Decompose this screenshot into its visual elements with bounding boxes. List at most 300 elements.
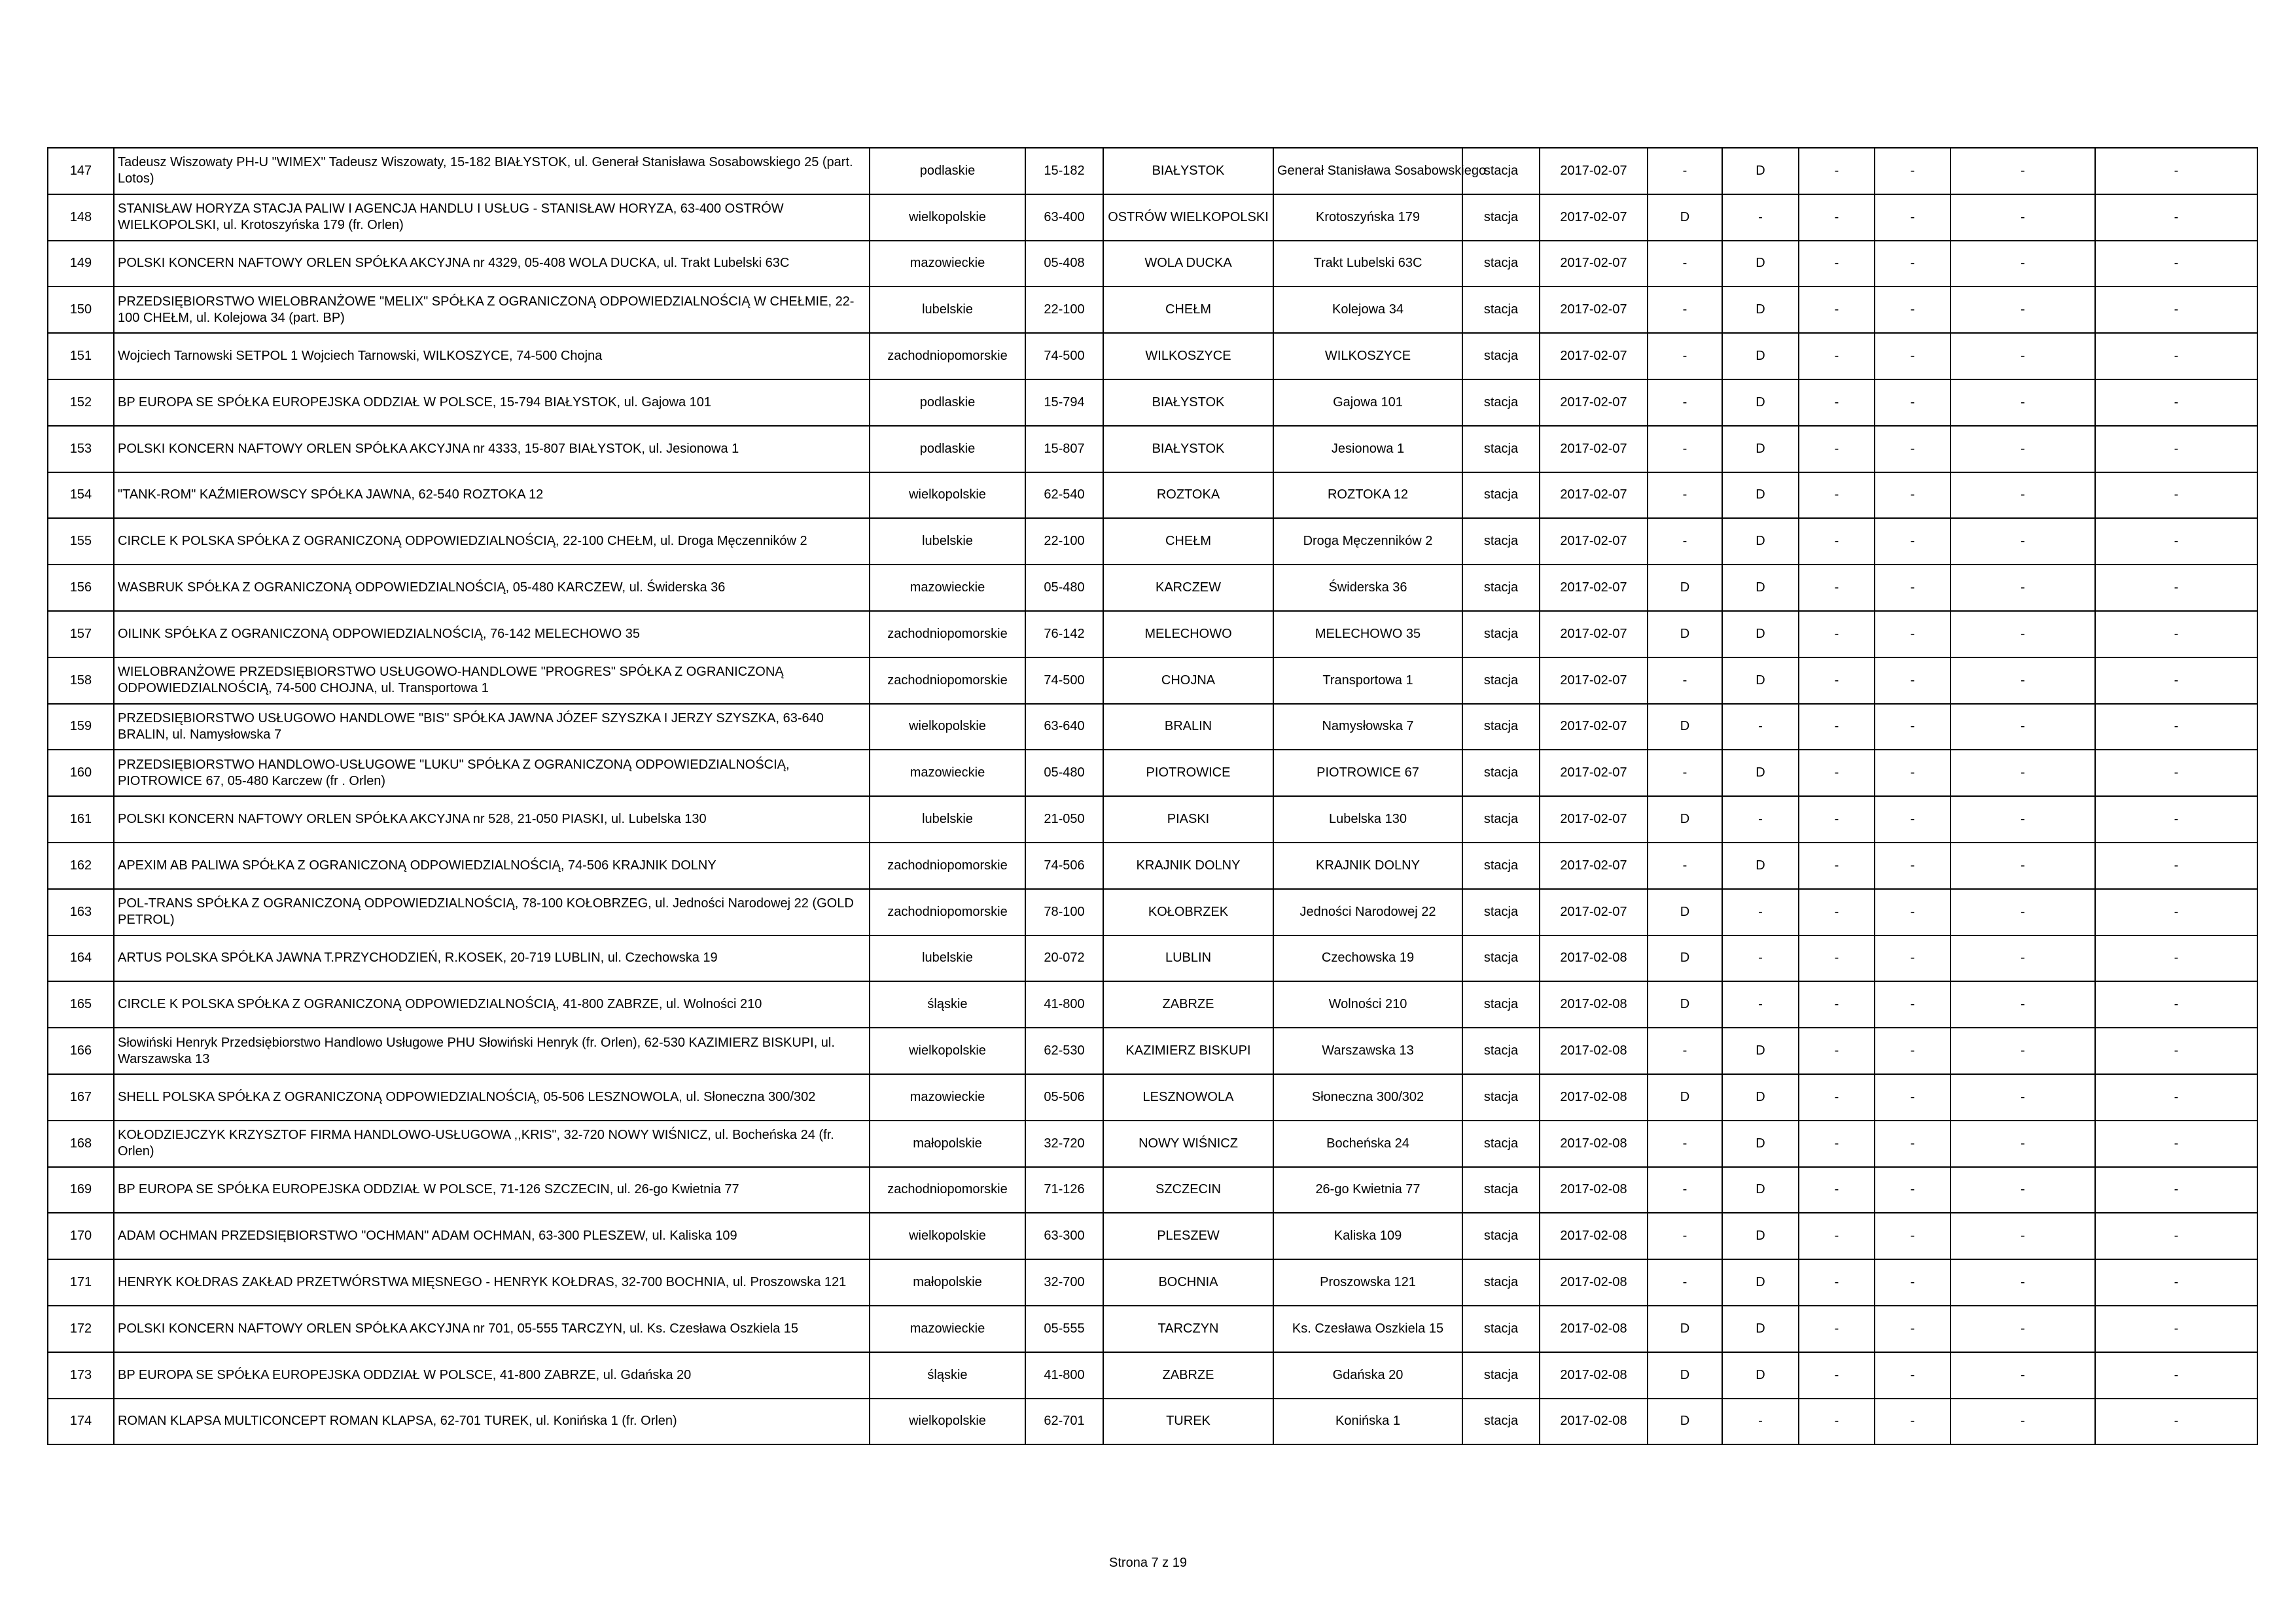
table-row xyxy=(48,518,2257,565)
result-col-4: - xyxy=(1875,1028,1951,1074)
postal-code: 05-480 xyxy=(1025,750,1103,796)
result-col-4: - xyxy=(1875,148,1951,194)
entity-name: PRZEDSIĘBIORSTWO HANDLOWO-USŁUGOWE "LUKU" SPÓŁKA Z OGRANICZONĄ ODPOWIEDZIALNOŚCIĄ, PIOTROWICE 67, 05-480 Karczew (fr . Orlen) xyxy=(114,750,870,796)
row-number: 167 xyxy=(48,1074,114,1121)
postal-code: 74-500 xyxy=(1025,333,1103,379)
stations-table xyxy=(47,147,2258,1445)
entity-name: OILINK SPÓŁKA Z OGRANICZONĄ ODPOWIEDZIALNOŚCIĄ, 76-142 MELECHOWO 35 xyxy=(114,611,870,657)
entity-name: Tadeusz Wiszowaty PH-U "WIMEX" Tadeusz Wiszowaty, 15-182 BIAŁYSTOK, ul. Generał Stanisława Sosabowskiego 25 (part. Lotos) xyxy=(114,148,870,194)
result-col-4: - xyxy=(1875,750,1951,796)
street-address: Jedności Narodowej 22 xyxy=(1273,889,1462,935)
result-col-4: - xyxy=(1875,1121,1951,1167)
entity-name: SHELL POLSKA SPÓŁKA Z OGRANICZONĄ ODPOWIEDZIALNOŚCIĄ, 05-506 LESZNOWOLA, ul. Słoneczna 300/302 xyxy=(114,1074,870,1121)
result-col-1: - xyxy=(1648,1121,1722,1167)
row-number: 153 xyxy=(48,426,114,472)
postal-code: 05-555 xyxy=(1025,1306,1103,1352)
province: wielkopolskie xyxy=(870,704,1025,750)
inspection-date: 2017-02-08 xyxy=(1540,981,1648,1028)
result-col-3: - xyxy=(1799,518,1875,565)
postal-code: 63-640 xyxy=(1025,704,1103,750)
city: PLESZEW xyxy=(1103,1213,1273,1259)
inspection-date: 2017-02-08 xyxy=(1540,1121,1648,1167)
result-col-1: - xyxy=(1648,843,1722,889)
province: zachodniopomorskie xyxy=(870,611,1025,657)
table-row xyxy=(48,843,2257,889)
postal-code: 05-506 xyxy=(1025,1074,1103,1121)
result-col-2: D xyxy=(1722,1306,1799,1352)
row-number: 159 xyxy=(48,704,114,750)
city: LESZNOWOLA xyxy=(1103,1074,1273,1121)
province: wielkopolskie xyxy=(870,194,1025,241)
entity-name: POL-TRANS SPÓŁKA Z OGRANICZONĄ ODPOWIEDZIALNOŚCIĄ, 78-100 KOŁOBRZEG, ul. Jedności Narodowej 22 (GOLD PETROL) xyxy=(114,889,870,935)
inspection-date: 2017-02-08 xyxy=(1540,1213,1648,1259)
result-col-3: - xyxy=(1799,1121,1875,1167)
row-number: 162 xyxy=(48,843,114,889)
table-row xyxy=(48,241,2257,287)
result-col-1: - xyxy=(1648,1213,1722,1259)
street-address: Jesionowa 1 xyxy=(1273,426,1462,472)
result-col-6: - xyxy=(2095,148,2257,194)
street-address: Gdańska 20 xyxy=(1273,1352,1462,1399)
result-col-6: - xyxy=(2095,194,2257,241)
result-col-4: - xyxy=(1875,981,1951,1028)
result-col-6: - xyxy=(2095,472,2257,519)
result-col-3: - xyxy=(1799,565,1875,611)
city: TARCZYN xyxy=(1103,1306,1273,1352)
street-address: Kaliska 109 xyxy=(1273,1213,1462,1259)
result-col-5: - xyxy=(1951,889,2095,935)
facility-type: stacja xyxy=(1462,1399,1540,1445)
result-col-3: - xyxy=(1799,1352,1875,1399)
city: LUBLIN xyxy=(1103,935,1273,982)
result-col-2: - xyxy=(1722,889,1799,935)
result-col-5: - xyxy=(1951,287,2095,333)
facility-type: stacja xyxy=(1462,241,1540,287)
province: małopolskie xyxy=(870,1121,1025,1167)
street-address: Ks. Czesława Oszkiela 15 xyxy=(1273,1306,1462,1352)
inspection-date: 2017-02-08 xyxy=(1540,1167,1648,1213)
result-col-2: D xyxy=(1722,1028,1799,1074)
result-col-6: - xyxy=(2095,750,2257,796)
result-col-5: - xyxy=(1951,1074,2095,1121)
inspection-date: 2017-02-07 xyxy=(1540,241,1648,287)
result-col-4: - xyxy=(1875,194,1951,241)
row-number: 150 xyxy=(48,287,114,333)
result-col-3: - xyxy=(1799,1028,1875,1074)
result-col-5: - xyxy=(1951,1352,2095,1399)
entity-name: ADAM OCHMAN PRZEDSIĘBIORSTWO "OCHMAN" ADAM OCHMAN, 63-300 PLESZEW, ul. Kaliska 109 xyxy=(114,1213,870,1259)
province: mazowieckie xyxy=(870,1074,1025,1121)
result-col-1: D xyxy=(1648,611,1722,657)
result-col-6: - xyxy=(2095,287,2257,333)
entity-name: POLSKI KONCERN NAFTOWY ORLEN SPÓŁKA AKCYJNA nr 4329, 05-408 WOLA DUCKA, ul. Trakt Lubelski 63C xyxy=(114,241,870,287)
result-col-2: - xyxy=(1722,704,1799,750)
result-col-3: - xyxy=(1799,1213,1875,1259)
street-address: Proszowska 121 xyxy=(1273,1259,1462,1306)
result-col-3: - xyxy=(1799,194,1875,241)
city: SZCZECIN xyxy=(1103,1167,1273,1213)
city: ROZTOKA xyxy=(1103,472,1273,519)
result-col-6: - xyxy=(2095,889,2257,935)
result-col-1: D xyxy=(1648,796,1722,843)
city: OSTRÓW WIELKOPOLSKI xyxy=(1103,194,1273,241)
inspection-date: 2017-02-08 xyxy=(1540,1074,1648,1121)
entity-name: STANISŁAW HORYZA STACJA PALIW I AGENCJA HANDLU I USŁUG - STANISŁAW HORYZA, 63-400 OSTRÓW WIELKOPOLSKI, ul. Krotoszyńska 179 (fr. Orlen) xyxy=(114,194,870,241)
province: mazowieckie xyxy=(870,1306,1025,1352)
entity-name: CIRCLE K POLSKA SPÓŁKA Z OGRANICZONĄ ODPOWIEDZIALNOŚCIĄ, 22-100 CHEŁM, ul. Droga Męczenników 2 xyxy=(114,518,870,565)
result-col-2: D xyxy=(1722,472,1799,519)
facility-type: stacja xyxy=(1462,1167,1540,1213)
facility-type: stacja xyxy=(1462,194,1540,241)
table-row xyxy=(48,981,2257,1028)
result-col-5: - xyxy=(1951,796,2095,843)
street-address: Namysłowska 7 xyxy=(1273,704,1462,750)
result-col-4: - xyxy=(1875,1167,1951,1213)
result-col-2: - xyxy=(1722,796,1799,843)
result-col-1: - xyxy=(1648,1259,1722,1306)
postal-code: 41-800 xyxy=(1025,1352,1103,1399)
province: wielkopolskie xyxy=(870,472,1025,519)
facility-type: stacja xyxy=(1462,611,1540,657)
city: PIASKI xyxy=(1103,796,1273,843)
result-col-6: - xyxy=(2095,565,2257,611)
row-number: 154 xyxy=(48,472,114,519)
result-col-1: - xyxy=(1648,426,1722,472)
facility-type: stacja xyxy=(1462,379,1540,426)
facility-type: stacja xyxy=(1462,1121,1540,1167)
city: WOLA DUCKA xyxy=(1103,241,1273,287)
city: CHOJNA xyxy=(1103,657,1273,704)
row-number: 163 xyxy=(48,889,114,935)
result-col-3: - xyxy=(1799,843,1875,889)
result-col-2: D xyxy=(1722,1167,1799,1213)
result-col-4: - xyxy=(1875,657,1951,704)
inspection-date: 2017-02-07 xyxy=(1540,657,1648,704)
city: ZABRZE xyxy=(1103,981,1273,1028)
province: mazowieckie xyxy=(870,750,1025,796)
city: KRAJNIK DOLNY xyxy=(1103,843,1273,889)
entity-name: APEXIM AB PALIWA SPÓŁKA Z OGRANICZONĄ ODPOWIEDZIALNOŚCIĄ, 74-506 KRAJNIK DOLNY xyxy=(114,843,870,889)
entity-name: PRZEDSIĘBIORSTWO WIELOBRANŻOWE "MELIX" SPÓŁKA Z OGRANICZONĄ ODPOWIEDZIALNOŚCIĄ W CHEŁMIE, 22-100 CHEŁM, ul. Kolejowa 34 (part. BP) xyxy=(114,287,870,333)
result-col-3: - xyxy=(1799,704,1875,750)
row-number: 148 xyxy=(48,194,114,241)
result-col-5: - xyxy=(1951,194,2095,241)
street-address: Warszawska 13 xyxy=(1273,1028,1462,1074)
province: zachodniopomorskie xyxy=(870,843,1025,889)
inspection-date: 2017-02-08 xyxy=(1540,1352,1648,1399)
table-row xyxy=(48,935,2257,982)
result-col-2: D xyxy=(1722,518,1799,565)
result-col-2: D xyxy=(1722,379,1799,426)
province: wielkopolskie xyxy=(870,1028,1025,1074)
result-col-5: - xyxy=(1951,981,2095,1028)
result-col-5: - xyxy=(1951,518,2095,565)
city: BIAŁYSTOK xyxy=(1103,426,1273,472)
result-col-6: - xyxy=(2095,1213,2257,1259)
result-col-6: - xyxy=(2095,1352,2257,1399)
result-col-2: - xyxy=(1722,935,1799,982)
result-col-4: - xyxy=(1875,472,1951,519)
city: KARCZEW xyxy=(1103,565,1273,611)
row-number: 165 xyxy=(48,981,114,1028)
result-col-1: - xyxy=(1648,472,1722,519)
inspection-date: 2017-02-07 xyxy=(1540,194,1648,241)
city: NOWY WIŚNICZ xyxy=(1103,1121,1273,1167)
postal-code: 71-126 xyxy=(1025,1167,1103,1213)
result-col-4: - xyxy=(1875,704,1951,750)
table-row xyxy=(48,1399,2257,1445)
table-row xyxy=(48,889,2257,935)
result-col-6: - xyxy=(2095,241,2257,287)
row-number: 170 xyxy=(48,1213,114,1259)
entity-name: WIELOBRANŻOWE PRZEDSIĘBIORSTWO USŁUGOWO-HANDLOWE "PROGRES" SPÓŁKA Z OGRANICZONĄ ODPOWIEDZIALNOŚCIĄ, 74-500 CHOJNA, ul. Transportowa 1 xyxy=(114,657,870,704)
province: mazowieckie xyxy=(870,241,1025,287)
result-col-6: - xyxy=(2095,518,2257,565)
result-col-4: - xyxy=(1875,287,1951,333)
facility-type: stacja xyxy=(1462,1352,1540,1399)
city: KAZIMIERZ BISKUPI xyxy=(1103,1028,1273,1074)
city: BIAŁYSTOK xyxy=(1103,379,1273,426)
facility-type: stacja xyxy=(1462,1259,1540,1306)
result-col-3: - xyxy=(1799,1167,1875,1213)
postal-code: 05-480 xyxy=(1025,565,1103,611)
row-number: 169 xyxy=(48,1167,114,1213)
result-col-3: - xyxy=(1799,1074,1875,1121)
entity-name: POLSKI KONCERN NAFTOWY ORLEN SPÓŁKA AKCYJNA nr 528, 21-050 PIASKI, ul. Lubelska 130 xyxy=(114,796,870,843)
result-col-4: - xyxy=(1875,241,1951,287)
result-col-1: D xyxy=(1648,1399,1722,1445)
inspection-date: 2017-02-07 xyxy=(1540,565,1648,611)
table-row xyxy=(48,611,2257,657)
result-col-1: D xyxy=(1648,935,1722,982)
table-row xyxy=(48,1213,2257,1259)
street-address: Wolności 210 xyxy=(1273,981,1462,1028)
street-address: Kolejowa 34 xyxy=(1273,287,1462,333)
table-row xyxy=(48,1259,2257,1306)
table-row xyxy=(48,1121,2257,1167)
facility-type: stacja xyxy=(1462,750,1540,796)
inspection-date: 2017-02-07 xyxy=(1540,472,1648,519)
row-number: 151 xyxy=(48,333,114,379)
result-col-4: - xyxy=(1875,796,1951,843)
province: małopolskie xyxy=(870,1259,1025,1306)
facility-type: stacja xyxy=(1462,426,1540,472)
row-number: 157 xyxy=(48,611,114,657)
result-col-4: - xyxy=(1875,889,1951,935)
result-col-5: - xyxy=(1951,1306,2095,1352)
entity-name: WASBRUK SPÓŁKA Z OGRANICZONĄ ODPOWIEDZIALNOŚCIĄ, 05-480 KARCZEW, ul. Świderska 36 xyxy=(114,565,870,611)
facility-type: stacja xyxy=(1462,657,1540,704)
result-col-4: - xyxy=(1875,1399,1951,1445)
entity-name: Słowiński Henryk Przedsiębiorstwo Handlowo Usługowe PHU Słowiński Henryk (fr. Orlen), 62-530 KAZIMIERZ BISKUPI, ul. Warszawska 13 xyxy=(114,1028,870,1074)
postal-code: 32-720 xyxy=(1025,1121,1103,1167)
table-body xyxy=(48,148,2257,1444)
facility-type: stacja xyxy=(1462,843,1540,889)
row-number: 172 xyxy=(48,1306,114,1352)
table-row xyxy=(48,750,2257,796)
entity-name: BP EUROPA SE SPÓŁKA EUROPEJSKA ODDZIAŁ W POLSCE, 15-794 BIAŁYSTOK, ul. Gajowa 101 xyxy=(114,379,870,426)
result-col-5: - xyxy=(1951,750,2095,796)
street-address: ROZTOKA 12 xyxy=(1273,472,1462,519)
table-row xyxy=(48,148,2257,194)
result-col-2: D xyxy=(1722,1259,1799,1306)
inspection-date: 2017-02-08 xyxy=(1540,1306,1648,1352)
street-address: Czechowska 19 xyxy=(1273,935,1462,982)
facility-type: stacja xyxy=(1462,796,1540,843)
result-col-4: - xyxy=(1875,843,1951,889)
province: wielkopolskie xyxy=(870,1213,1025,1259)
inspection-date: 2017-02-07 xyxy=(1540,611,1648,657)
entity-name: CIRCLE K POLSKA SPÓŁKA Z OGRANICZONĄ ODPOWIEDZIALNOŚCIĄ, 41-800 ZABRZE, ul. Wolności 210 xyxy=(114,981,870,1028)
street-address: KRAJNIK DOLNY xyxy=(1273,843,1462,889)
entity-name: POLSKI KONCERN NAFTOWY ORLEN SPÓŁKA AKCYJNA nr 701, 05-555 TARCZYN, ul. Ks. Czesława Oszkiela 15 xyxy=(114,1306,870,1352)
row-number: 156 xyxy=(48,565,114,611)
result-col-1: - xyxy=(1648,287,1722,333)
result-col-6: - xyxy=(2095,1121,2257,1167)
entity-name: Wojciech Tarnowski SETPOL 1 Wojciech Tarnowski, WILKOSZYCE, 74-500 Chojna xyxy=(114,333,870,379)
inspection-date: 2017-02-08 xyxy=(1540,1259,1648,1306)
street-address: Generał Stanisława Sosabowskiego xyxy=(1273,148,1462,194)
result-col-1: D xyxy=(1648,704,1722,750)
result-col-6: - xyxy=(2095,796,2257,843)
result-col-5: - xyxy=(1951,379,2095,426)
result-col-1: - xyxy=(1648,750,1722,796)
result-col-5: - xyxy=(1951,1121,2095,1167)
table-row xyxy=(48,287,2257,333)
result-col-6: - xyxy=(2095,379,2257,426)
postal-code: 74-500 xyxy=(1025,657,1103,704)
result-col-3: - xyxy=(1799,426,1875,472)
street-address: Gajowa 101 xyxy=(1273,379,1462,426)
row-number: 147 xyxy=(48,148,114,194)
street-address: Świderska 36 xyxy=(1273,565,1462,611)
result-col-1: D xyxy=(1648,889,1722,935)
result-col-5: - xyxy=(1951,935,2095,982)
result-col-1: - xyxy=(1648,241,1722,287)
street-address: Bocheńska 24 xyxy=(1273,1121,1462,1167)
result-col-1: - xyxy=(1648,333,1722,379)
result-col-4: - xyxy=(1875,1352,1951,1399)
result-col-2: D xyxy=(1722,657,1799,704)
street-address: Droga Męczenników 2 xyxy=(1273,518,1462,565)
result-col-3: - xyxy=(1799,1259,1875,1306)
result-col-1: - xyxy=(1648,148,1722,194)
postal-code: 20-072 xyxy=(1025,935,1103,982)
result-col-5: - xyxy=(1951,565,2095,611)
result-col-5: - xyxy=(1951,704,2095,750)
street-address: Lubelska 130 xyxy=(1273,796,1462,843)
result-col-1: - xyxy=(1648,1028,1722,1074)
result-col-3: - xyxy=(1799,796,1875,843)
result-col-5: - xyxy=(1951,657,2095,704)
table-row xyxy=(48,426,2257,472)
street-address: Konińska 1 xyxy=(1273,1399,1462,1445)
result-col-1: - xyxy=(1648,518,1722,565)
postal-code: 63-400 xyxy=(1025,194,1103,241)
row-number: 174 xyxy=(48,1399,114,1445)
result-col-6: - xyxy=(2095,657,2257,704)
result-col-5: - xyxy=(1951,1259,2095,1306)
result-col-6: - xyxy=(2095,1028,2257,1074)
result-col-3: - xyxy=(1799,1399,1875,1445)
province: lubelskie xyxy=(870,287,1025,333)
facility-type: stacja xyxy=(1462,148,1540,194)
row-number: 173 xyxy=(48,1352,114,1399)
result-col-6: - xyxy=(2095,1167,2257,1213)
city: CHEŁM xyxy=(1103,518,1273,565)
table-row xyxy=(48,565,2257,611)
facility-type: stacja xyxy=(1462,704,1540,750)
result-col-3: - xyxy=(1799,981,1875,1028)
result-col-2: D xyxy=(1722,750,1799,796)
result-col-2: D xyxy=(1722,843,1799,889)
result-col-2: D xyxy=(1722,1121,1799,1167)
row-number: 155 xyxy=(48,518,114,565)
postal-code: 78-100 xyxy=(1025,889,1103,935)
result-col-3: - xyxy=(1799,935,1875,982)
postal-code: 41-800 xyxy=(1025,981,1103,1028)
street-address: MELECHOWO 35 xyxy=(1273,611,1462,657)
province: zachodniopomorskie xyxy=(870,889,1025,935)
result-col-1: D xyxy=(1648,1352,1722,1399)
postal-code: 15-794 xyxy=(1025,379,1103,426)
result-col-2: D xyxy=(1722,287,1799,333)
province: lubelskie xyxy=(870,518,1025,565)
result-col-4: - xyxy=(1875,1306,1951,1352)
result-col-1: - xyxy=(1648,657,1722,704)
table-row xyxy=(48,657,2257,704)
postal-code: 15-807 xyxy=(1025,426,1103,472)
result-col-2: D xyxy=(1722,333,1799,379)
street-address: Transportowa 1 xyxy=(1273,657,1462,704)
inspection-date: 2017-02-08 xyxy=(1540,935,1648,982)
table-row xyxy=(48,472,2257,519)
province: śląskie xyxy=(870,981,1025,1028)
postal-code: 74-506 xyxy=(1025,843,1103,889)
row-number: 168 xyxy=(48,1121,114,1167)
row-number: 171 xyxy=(48,1259,114,1306)
row-number: 152 xyxy=(48,379,114,426)
entity-name: BP EUROPA SE SPÓŁKA EUROPEJSKA ODDZIAŁ W POLSCE, 71-126 SZCZECIN, ul. 26-go Kwietnia 77 xyxy=(114,1167,870,1213)
entity-name: PRZEDSIĘBIORSTWO USŁUGOWO HANDLOWE "BIS" SPÓŁKA JAWNA JÓZEF SZYSZKA I JERZY SZYSZKA, 63-640 BRALIN, ul. Namysłowska 7 xyxy=(114,704,870,750)
facility-type: stacja xyxy=(1462,981,1540,1028)
postal-code: 32-700 xyxy=(1025,1259,1103,1306)
result-col-1: - xyxy=(1648,379,1722,426)
province: lubelskie xyxy=(870,796,1025,843)
table-row xyxy=(48,1352,2257,1399)
result-col-6: - xyxy=(2095,426,2257,472)
postal-code: 22-100 xyxy=(1025,518,1103,565)
result-col-2: D xyxy=(1722,148,1799,194)
inspection-date: 2017-02-07 xyxy=(1540,148,1648,194)
result-col-6: - xyxy=(2095,1074,2257,1121)
street-address: Krotoszyńska 179 xyxy=(1273,194,1462,241)
result-col-6: - xyxy=(2095,1306,2257,1352)
facility-type: stacja xyxy=(1462,889,1540,935)
result-col-5: - xyxy=(1951,148,2095,194)
inspection-date: 2017-02-08 xyxy=(1540,1399,1648,1445)
postal-code: 62-701 xyxy=(1025,1399,1103,1445)
result-col-5: - xyxy=(1951,1167,2095,1213)
result-col-5: - xyxy=(1951,611,2095,657)
facility-type: stacja xyxy=(1462,565,1540,611)
result-col-5: - xyxy=(1951,843,2095,889)
city: PIOTROWICE xyxy=(1103,750,1273,796)
result-col-2: D xyxy=(1722,1213,1799,1259)
result-col-1: D xyxy=(1648,565,1722,611)
result-col-4: - xyxy=(1875,379,1951,426)
result-col-3: - xyxy=(1799,379,1875,426)
